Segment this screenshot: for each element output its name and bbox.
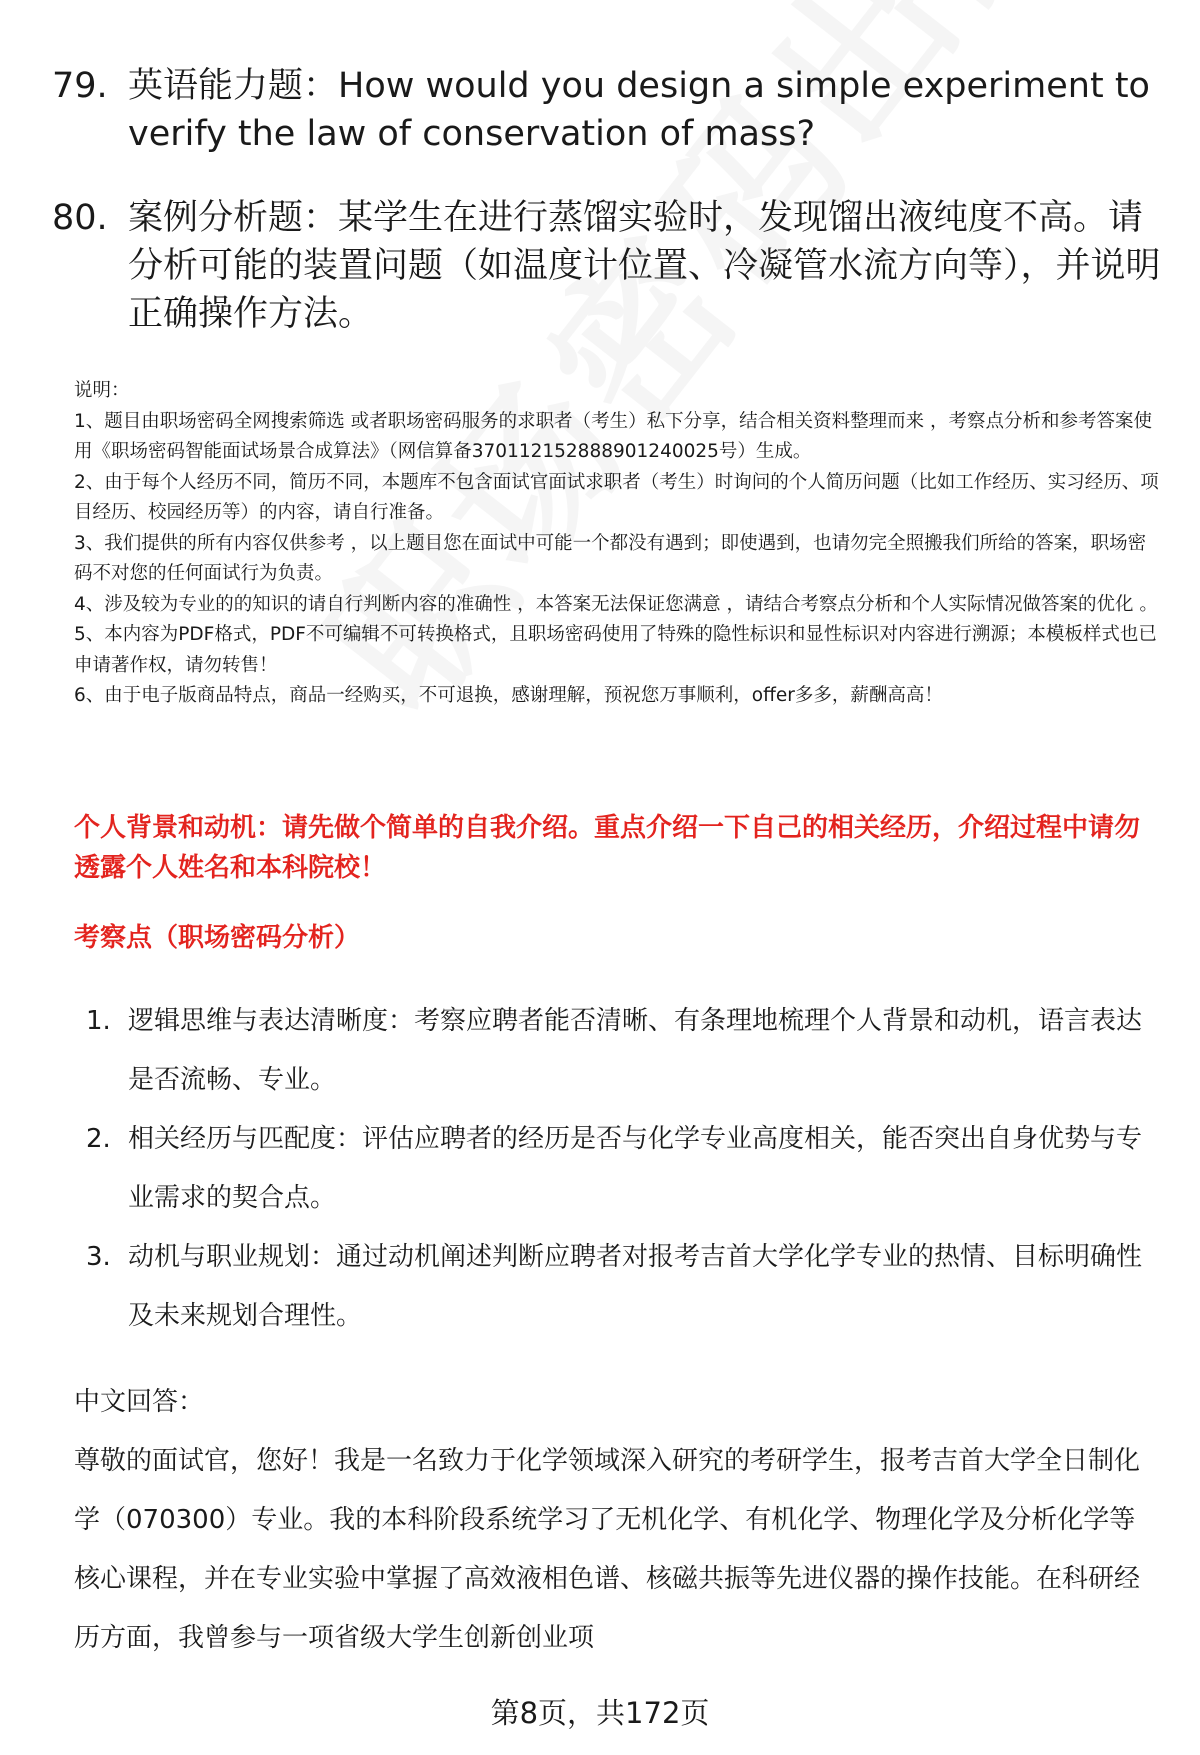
answer-label: 中文回答： <box>74 1387 205 1417</box>
note-item: 5、本内容为PDF格式，PDF不可编辑不可转换格式，且职场密码使用了特殊的隐性标识和显性标识对内容进行溯源；本模板样式也已申请著作权，请勿转售！ <box>74 624 1157 676</box>
notes-heading: 说明： <box>74 380 130 401</box>
point-text: 动机与职业规划：通过动机阐述判断应聘者对报考吉首大学化学专业的热情、目标明确性及未来规划合理性。 <box>128 1242 1143 1331</box>
question-number: 79. <box>52 66 108 106</box>
note-item: 1、题目由职场密码全网搜索筛选 或者职场密码服务的求职者（考生）私下分享，结合相关资料整理而来 ，考察点分析和参考答案使用《职场密码智能面试场景合成算法》（网信算备370112152888901240025号）生成。 <box>74 410 1153 462</box>
question-number: 80. <box>52 198 108 238</box>
point-text: 相关经历与匹配度：评估应聘者的经历是否与化学专业高度相关，能否突出自身优势与专业需求的契合点。 <box>128 1124 1143 1213</box>
point-number: 1. <box>86 1006 111 1036</box>
analysis-title: 考察点（职场密码分析） <box>74 923 361 953</box>
note-item: 6、由于电子版商品特点，商品一经购买，不可退换，感谢理解，预祝您万事顺利，offer多多，薪酬高高！ <box>74 685 943 706</box>
section-title: 个人背景和动机：请先做个简单的自我介绍。重点介绍一下自己的相关经历，介绍过程中请勿透露个人姓名和本科院校！ <box>74 813 1141 883</box>
analysis-point <box>86 992 1166 1110</box>
notes-section <box>74 376 1164 712</box>
question-text: 案例分析题：某学生在进行蒸馏实验时，发现馏出液纯度不高。请分析可能的装置问题（如温度计位置、冷凝管水流方向等），并说明正确操作方法。 <box>128 198 1161 334</box>
note-item: 3、我们提供的所有内容仅供参考 ，以上题目您在面试中可能一个都没有遇到；即使遇到，也请勿完全照搬我们所给的答案，职场密码不对您的任何面试行为负责。 <box>74 532 1147 584</box>
note-item: 4、涉及较为专业的的知识的请自行判断内容的准确性 ，本答案无法保证您满意 ，请结合考察点分析和个人实际情况做答案的优化 。 <box>74 593 1158 615</box>
answer-body: 尊敬的面试官，您好！我是一名致力于化学领域深入研究的考研学生，报考吉首大学全日制化学（070300）专业。我的本科阶段系统学习了无机化学、有机化学、物理化学及分析化学等核心课程，并在专业实验中掌握了高效液相色谱、核磁共振等先进仪器的操作技能。在科研经历方面，我曾参与一项省级大学生创新创业项 <box>74 1446 1141 1653</box>
point-text: 逻辑思维与表达清晰度：考察应聘者能否清晰、有条理地梳理个人背景和动机，语言表达是否流畅、专业。 <box>128 1006 1143 1095</box>
analysis-point <box>86 1110 1166 1228</box>
question-79 <box>52 62 1162 158</box>
point-number: 2. <box>86 1124 111 1154</box>
question-text: 英语能力题：How would you design a simple experiment to verify the law of conservation of mass? <box>128 66 1150 154</box>
point-number: 3. <box>86 1242 111 1272</box>
page-footer: 第8页，共172页 <box>490 1696 710 1730</box>
analysis-points <box>86 992 1166 1346</box>
note-item: 2、由于每个人经历不同，简历不同，本题库不包含面试官面试求职者（考生）时询问的个人简历问题（比如工作经历、实习经历、项目经历、校园经历等）的内容，请自行准备。 <box>74 471 1159 523</box>
question-80 <box>52 194 1162 338</box>
analysis-point <box>86 1228 1166 1346</box>
